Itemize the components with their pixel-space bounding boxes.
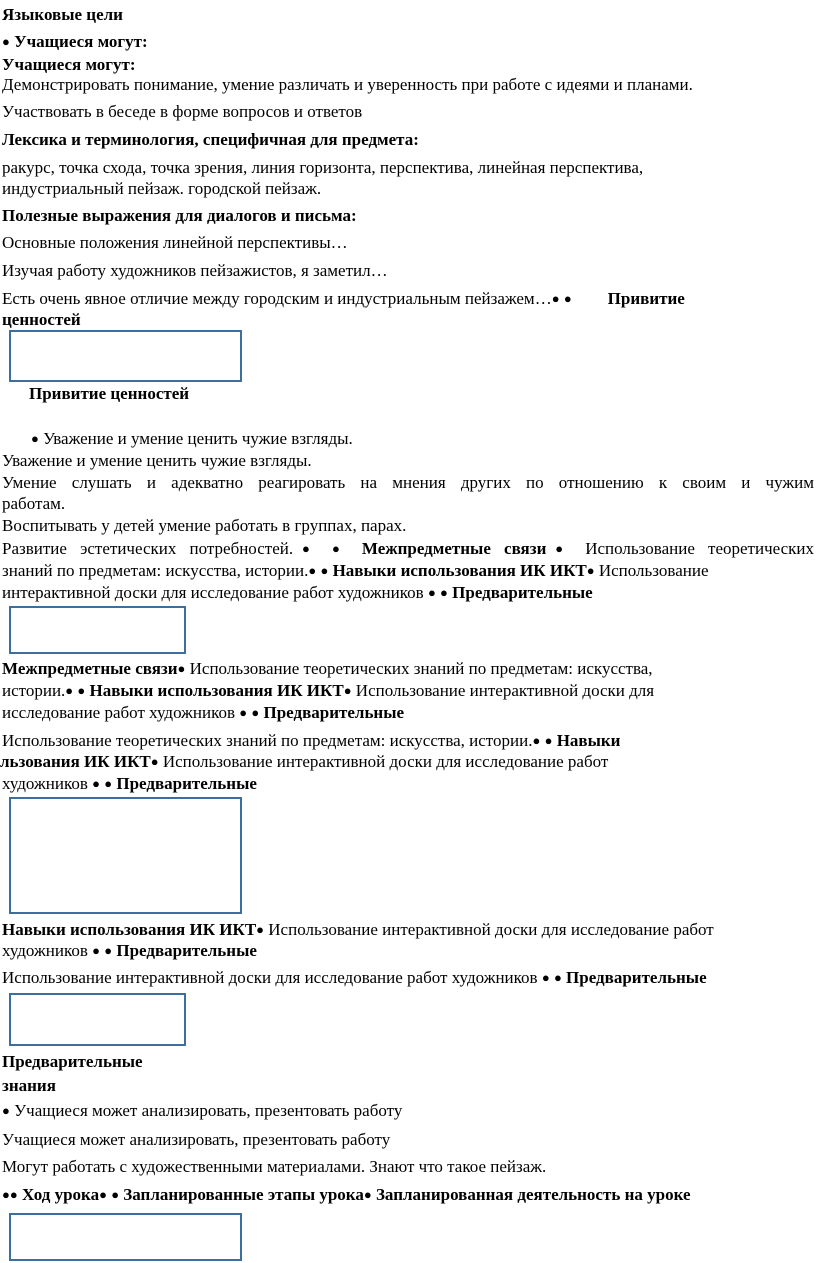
text-span: Использование интерактивной доски для исследование работ [162,752,609,771]
bullet-icon: ● [111,1187,120,1202]
bullet-text: Учащиеся может анализировать, презентовать работу [14,1101,403,1120]
bullet-icon: ● [239,705,248,720]
text-span: Навыки использования ИК ИКТ [332,561,587,580]
image-placeholder-box [9,1213,242,1261]
image-placeholder-box [9,606,186,654]
text-span: Межпредметные связи [361,539,547,558]
text-line: Могут работать с художественными материалами. Знают что такое пейзаж. [2,1157,547,1176]
subheading: Учащиеся могут: [2,55,136,74]
text-line [2,659,653,679]
text-span: художников [2,774,88,793]
text-span: художников [2,941,88,960]
bullet-icon: ● [293,541,319,556]
bullet-icon: ● [251,705,260,720]
subheading: Лексика и терминология, специфичная для предмета: [2,130,419,149]
text-line [2,583,593,603]
bullet-icon: ● [92,776,100,791]
text-line [2,289,685,309]
text-span: Предварительные [263,703,405,722]
bullet-icon: ● [320,563,329,578]
text-span: Использование интерактивной доски для [355,681,655,700]
bullet-icon: ● [308,563,317,578]
bullet-icon: ● [9,1187,18,1202]
text-line: Умение слушать и адекватно реагировать на мнения других по отношению к своим и чужим [2,473,814,492]
bullet-icon: ● [256,922,265,937]
text-span: интерактивной доски для исследование работ художников [2,583,424,602]
bullet-icon: ● [544,733,553,748]
text-line: Воспитывать у детей умение работать в группах, парах. [2,516,407,535]
text-line: Основные положения линейной перспективы… [2,233,348,252]
text-span: Межпредметные связи [2,659,178,678]
text-line: индустриальный пейзаж. городской пейзаж. [2,179,322,198]
bullet-icon: ● [2,34,10,49]
text-line: Уважение и умение ценить чужие взгляды. [2,451,312,470]
bullet-icon: ● [2,1187,10,1202]
text-span: Навыки использования ИК ИКТ [2,920,257,939]
text-span: Есть очень явное отличие между городским и индустриальным пейзажем… [2,289,552,308]
text-span: Навыки [556,731,621,750]
bullet-icon: ● [541,970,550,985]
bullet-icon: ● [150,754,159,769]
bullet-text: Уважение и умение ценить чужие взгляды. [43,429,353,448]
text-line: ценностей [2,310,81,329]
subheading: Полезные выражения для диалогов и письма: [2,206,357,225]
text-line: Изучая работу художников пейзажистов, я заметил… [2,261,388,280]
text-line: Участвовать в беседе в форме вопросов и ответов [2,102,363,121]
text-span: Предварительные [116,941,257,960]
bullet-icon: ● [31,431,39,446]
bullet-text: Учащиеся могут: [14,32,148,51]
bullet-icon: ● [104,776,113,791]
text-span: Предварительные [452,583,593,602]
subheading: знания [2,1076,56,1095]
text-span: Использование интерактивной доски для исследование работ [268,920,714,939]
text-span: Использование интерактивной доски для исследование работ художников [2,968,538,987]
text-line [2,774,257,794]
image-placeholder-box [9,993,186,1046]
text-line: Учащиеся может анализировать, презентовать работу [2,1130,391,1149]
bullet-icon: ● [2,1103,10,1118]
bullet-icon: ● [104,943,113,958]
bullet-icon: ● [553,970,562,985]
text-span: Использование [598,561,709,580]
bullet-icon: ● [343,683,352,698]
text-span: Использование теоретических [585,539,815,558]
image-placeholder-box [9,797,242,914]
text-line [2,731,620,751]
text-span: льзования ИК ИКТ [0,752,151,771]
text-span: истории. [2,681,66,700]
text-line [2,681,654,701]
bullet-icon: ● [427,585,436,600]
bullet-icon: ● [65,683,74,698]
bullet-icon: ● [363,1187,372,1202]
text-span: Использование теоретических знаний по предметам: искусства, истории. [2,731,533,750]
text-span: Развитие эстетических потребностей. [2,539,294,558]
text-span: Запланированные этапы урока [123,1185,364,1204]
text-line: ракурс, точка схода, точка зрения, линия горизонта, перспектива, линейная перспектива, [2,158,644,177]
heading-language-goals: Языковые цели [2,5,123,24]
text-span: Привитие [607,289,685,308]
text-span: Предварительные [116,774,257,793]
heading-values: Привитие ценностей [29,384,190,403]
bullet-icon: ● [563,291,572,306]
bullet-icon: ● [99,1187,107,1202]
text-line [2,539,814,559]
text-line: работам. [2,494,66,513]
bullet-icon: ● [77,683,86,698]
text-span: Навыки использования ИК ИКТ [89,681,344,700]
bullet-icon: ● [440,585,448,600]
bullet-line [2,1101,402,1121]
bullet-icon: ● [546,541,573,556]
text-line [2,703,404,723]
text-span: Ход урока [21,1185,100,1204]
bullet-line [2,32,148,52]
text-line [2,1185,691,1205]
subheading: Предварительные [2,1052,143,1071]
text-span: Предварительные [566,968,707,987]
bullet-icon: ● [551,291,560,306]
bullet-icon: ● [92,943,100,958]
bullet-line [31,429,353,449]
text-line: Демонстрировать понимание, умение различать и уверенность при работе с идеями и планами. [2,75,693,94]
bullet-icon: ● [532,733,541,748]
text-line [2,941,257,961]
text-span: знаний по предметам: искусства, истории. [2,561,309,580]
text-line [0,752,608,772]
bullet-icon: ● [177,661,186,676]
image-placeholder-box [9,330,242,382]
text-span: Использование теоретических знаний по предметам: искусства, [189,659,653,678]
bullet-icon: ● [586,563,595,578]
text-line [2,561,709,581]
bullet-icon: ● [331,541,349,556]
text-span: исследование работ художников [2,703,236,722]
text-line [2,968,707,988]
text-span: Запланированная деятельность на уроке [375,1185,691,1204]
text-line [2,920,714,940]
